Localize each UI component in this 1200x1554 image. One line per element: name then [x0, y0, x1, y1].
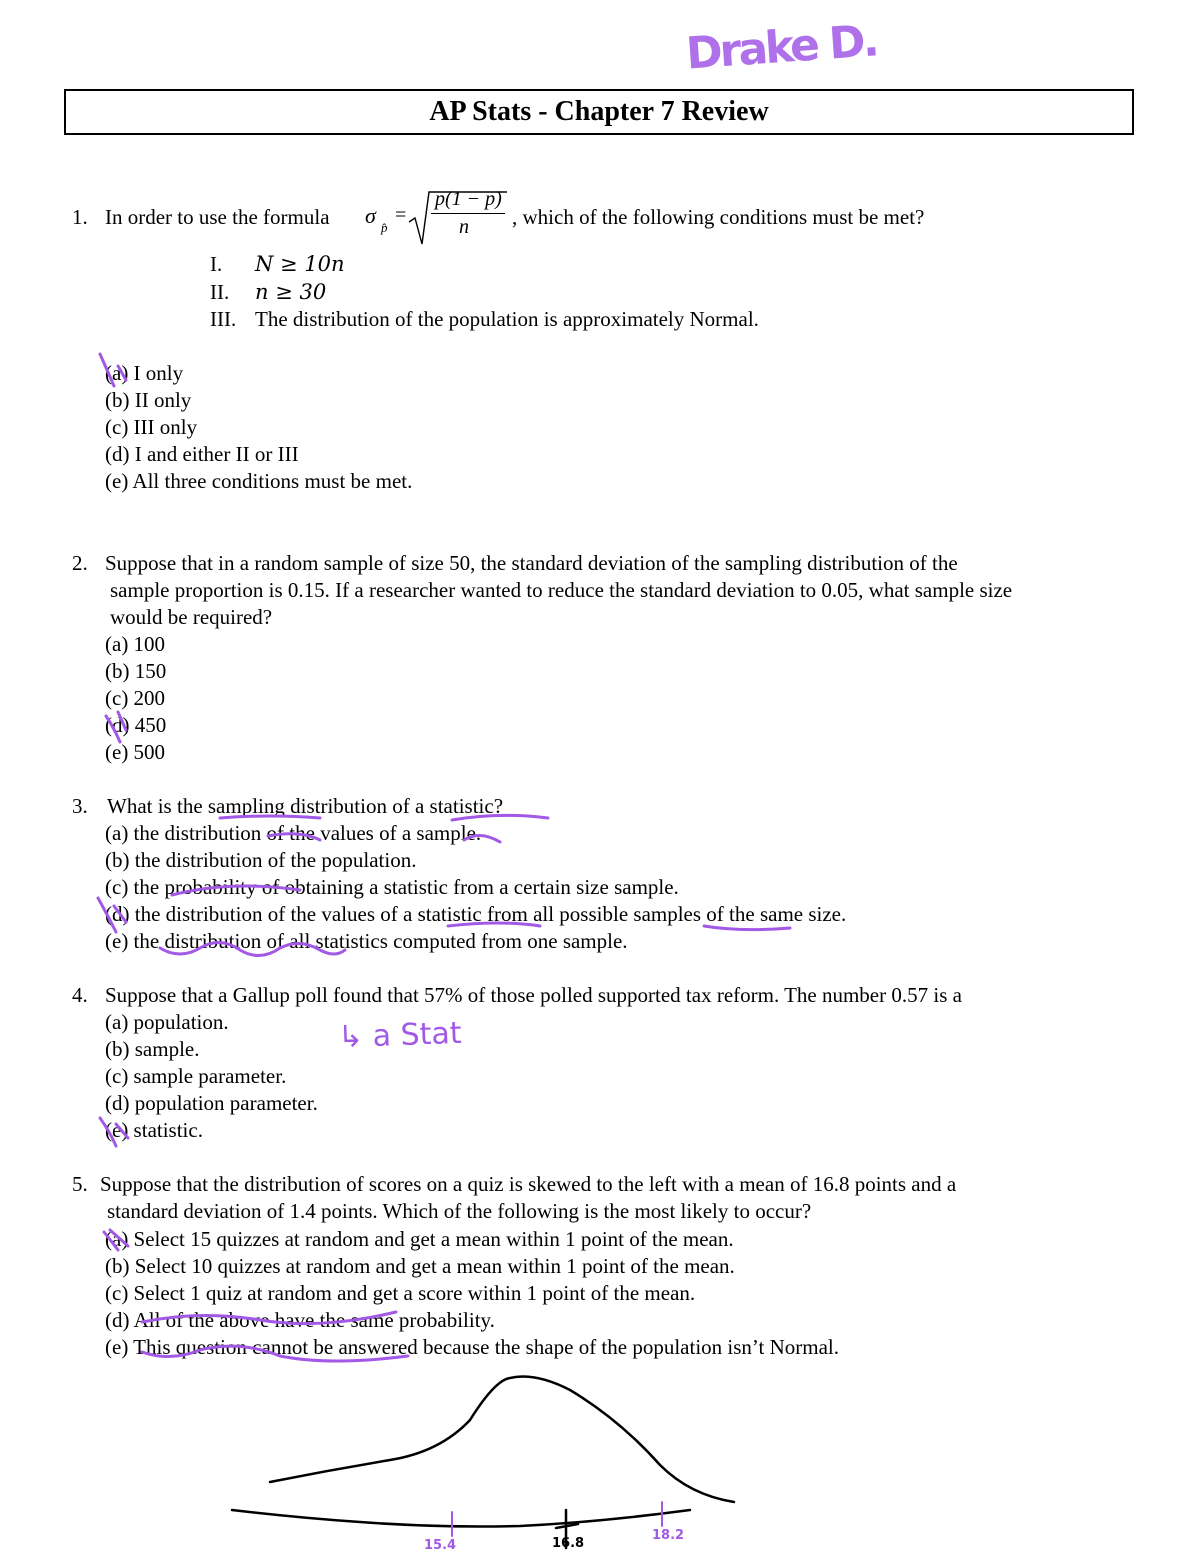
- q4-choice-e: (e) statistic.: [105, 1118, 203, 1142]
- formula-numerator: p(1 − p): [435, 188, 502, 210]
- page-title: AP Stats - Chapter 7 Review: [429, 96, 769, 127]
- q3-choice-a: (a) the distribution of the values of a sample.: [105, 821, 482, 845]
- formula-fraction-bar: [431, 213, 505, 214]
- q5-choice-a: (a) Select 15 quizzes at random and get a mean within 1 point of the mean.: [105, 1227, 734, 1251]
- sketch-density-curve: [270, 1377, 734, 1503]
- question-2-stem-line-2: sample proportion is 0.15. If a researcher wanted to reduce the standard deviation to 0.05, what sample size: [110, 578, 1013, 602]
- condition-3-roman: III.: [210, 307, 237, 331]
- question-1-stem-before: In order to use the formula: [105, 205, 330, 229]
- question-2-number: 2.: [72, 551, 88, 575]
- question-2-stem-line-3: would be required?: [110, 605, 273, 629]
- q2-choice-c: (c) 200: [105, 686, 166, 710]
- formula-sigma: σ: [365, 203, 376, 228]
- question-5-stem-line-2: standard deviation of 1.4 points. Which of the following is the most likely to occur?: [107, 1199, 812, 1223]
- q4-choice-a: (a) population.: [105, 1010, 229, 1034]
- question-4-stem: Suppose that a Gallup poll found that 57% of those polled supported tax reform. The number 0.57 is a: [105, 983, 962, 1007]
- q5-choice-b: (b) Select 10 quizzes at random and get a mean within 1 point of the mean.: [105, 1254, 735, 1278]
- question-5-stem-line-1: Suppose that the distribution of scores on a quiz is skewed to the left with a mean of 16.8 points and a: [100, 1172, 957, 1196]
- q3-choice-e: (e) the distribution of all statistics computed from one sample.: [105, 929, 628, 953]
- q3-choice-b: (b) the distribution of the population.: [105, 848, 417, 872]
- q4-choice-d: (d) population parameter.: [105, 1091, 318, 1115]
- question-5-number: 5.: [72, 1172, 88, 1196]
- q2-choice-b: (b) 150: [105, 659, 167, 683]
- q3-choice-c: (c) the probability of obtaining a statistic from a certain size sample.: [105, 875, 679, 899]
- q1-choice-b: (b) II only: [105, 388, 192, 412]
- sampling-sd-formula: [365, 184, 515, 250]
- formula-denominator: n: [459, 216, 469, 238]
- sketch-axis: [232, 1510, 690, 1527]
- q3-choice-d: (d) the distribution of the values of a statistic from all possible samples of the same size.: [105, 902, 847, 926]
- question-3-stem: What is the sampling distribution of a statistic?: [107, 794, 504, 818]
- q1-choice-c: (c) III only: [105, 415, 198, 439]
- handwritten-note-stat: ↳ a Stat: [337, 1015, 463, 1056]
- sketch-label-right: 18.2: [652, 1528, 685, 1543]
- condition-1-roman: I.: [210, 252, 223, 276]
- question-3-number: 3.: [72, 794, 88, 818]
- condition-2-text: n ≥ 30: [255, 280, 327, 304]
- q4-choice-c: (c) sample parameter.: [105, 1064, 287, 1088]
- question-1-stem-after: , which of the following conditions must be met?: [512, 205, 925, 229]
- q5-choice-d: (d) All of the above have the same probability.: [105, 1308, 495, 1332]
- q5-choice-c: (c) Select 1 quiz at random and get a score within 1 point of the mean.: [105, 1281, 696, 1305]
- condition-1-text: N ≥ 10n: [255, 252, 345, 276]
- condition-2-roman: II.: [210, 280, 230, 304]
- question-1-number: 1.: [72, 205, 88, 229]
- title-box: [64, 89, 1134, 135]
- formula-subscript: p̂: [381, 220, 388, 235]
- q1-choice-e: (e) All three conditions must be met.: [105, 469, 413, 493]
- condition-3-text: The distribution of the population is approximately Normal.: [255, 307, 759, 331]
- q2-choice-d: (d) 450: [105, 713, 167, 737]
- sketch-label-left: 15.4: [424, 1538, 457, 1553]
- sketch-label-mean: 16.8: [552, 1536, 585, 1551]
- q2-choice-e: (e) 500: [105, 740, 166, 764]
- q1-choice-d: (d) I and either II or III: [105, 442, 299, 466]
- q1-choice-a: (a) I only: [105, 361, 184, 385]
- question-4-number: 4.: [72, 983, 88, 1007]
- q5-choice-e: (e) This question cannot be answered because the shape of the population isn’t Normal.: [105, 1335, 840, 1359]
- q4-choice-b: (b) sample.: [105, 1037, 200, 1061]
- formula-equals: =: [395, 204, 407, 226]
- question-2-stem-line-1: Suppose that in a random sample of size 50, the standard deviation of the sampling distribution of the: [105, 551, 958, 575]
- student-signature: Drake D.: [684, 15, 878, 80]
- q2-choice-a: (a) 100: [105, 632, 166, 656]
